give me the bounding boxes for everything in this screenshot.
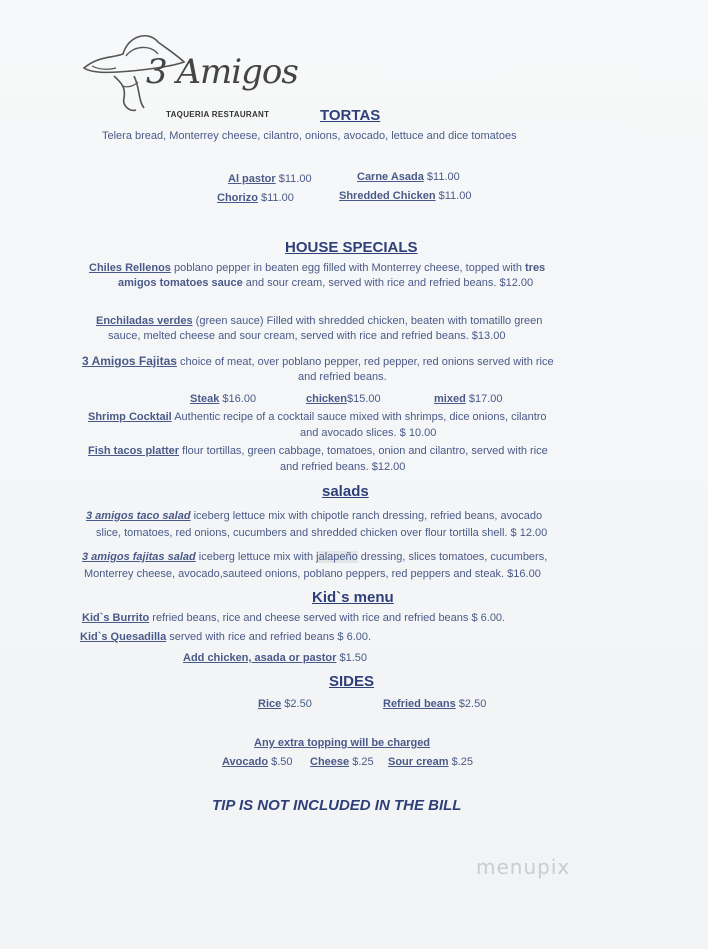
fajitas-line2 [298, 371, 387, 383]
item-name: Fish tacos platter [88, 445, 180, 457]
menu-item-chorizo [217, 192, 294, 204]
item-desc: sauce, melted cheese and sour cream, served with rice and refried beans. $13.00 [108, 330, 506, 342]
item-desc: iceberg lettuce mix with chipotle ranch dressing, refried beans, avocado [190, 510, 543, 522]
item-desc: iceberg lettuce mix with [195, 551, 317, 563]
option-name: Steak [190, 393, 220, 405]
item-name: Shredded Chicken [339, 190, 436, 202]
extra-sour-cream [388, 756, 473, 768]
logo-name: 3 Amigos [146, 52, 298, 92]
item-desc: poblano pepper in beaten egg filled with Monterrey cheese, topped with [170, 262, 525, 274]
item-desc: flour tortillas, green cabbage, tomatoes, onion and cilantro, served with rice [179, 445, 548, 457]
menu-item-shredded-chicken [339, 190, 471, 202]
extra-avocado [222, 756, 293, 768]
tip-notice: TIP IS NOT INCLUDED IN THE BILL [212, 797, 462, 814]
item-desc: refried beans, rice and cheese served with rice and refried beans $ 6.00. [149, 612, 506, 624]
taco-salad-line1 [86, 510, 542, 522]
kids-burrito [82, 612, 505, 624]
fish-tacos-line1 [88, 445, 548, 457]
item-name: Shrimp Cocktail [88, 411, 172, 423]
item-desc: and refried beans. [298, 371, 387, 383]
item-price: $11.00 [278, 173, 312, 185]
item-name: Al pastor [228, 173, 276, 185]
side-item-rice [258, 698, 312, 710]
item-name: 3 Amigos Fajitas [82, 354, 177, 368]
tortas-title: TORTAS [320, 107, 381, 124]
sides-title: SIDES [329, 673, 375, 690]
fajitas-salad-line1 [82, 551, 547, 563]
option-price: $17.00 [465, 393, 503, 405]
item-price: $2.50 [455, 698, 487, 710]
extra-name: Cheese [310, 756, 350, 768]
item-desc: served with rice and refried beans $ 6.00. [166, 631, 372, 643]
item-name: Rice [258, 698, 282, 710]
kids-menu-title: Kid`s menu [312, 589, 394, 606]
fish-tacos-line2 [280, 461, 405, 473]
menu-item-al-pastor [228, 173, 312, 185]
kids-addon [183, 652, 367, 664]
extra-price: $.50 [268, 756, 293, 768]
addon-price: $1.50 [336, 652, 368, 664]
extra-name: Sour cream [388, 756, 449, 768]
extra-price: $.25 [448, 756, 473, 768]
item-name: Carne Asada [357, 171, 424, 183]
chiles-rellenos-line2 [118, 277, 533, 289]
shrimp-cocktail-line1 [88, 411, 547, 423]
item-price: $11.00 [261, 192, 294, 204]
item-name: Kid`s Quesadilla [80, 631, 167, 643]
item-name: Chorizo [217, 192, 258, 204]
fajitas-option-chicken [306, 393, 381, 405]
fajitas-salad-line2 [84, 568, 541, 580]
item-name: 3 amigos fajitas salad [82, 551, 196, 563]
item-name: 3 amigos taco salad [86, 510, 191, 522]
highlighted-word: jalapeño [316, 551, 358, 563]
item-desc-bold: amigos tomatoes sauce [118, 277, 243, 289]
item-desc: slice, tomatoes, red onions, cucumbers and shredded chicken over flour tortilla shell. $ 12.00 [96, 527, 548, 539]
option-price: $15.00 [346, 393, 381, 405]
salads-title: salads [322, 483, 369, 500]
extra-cheese [310, 756, 374, 768]
extra-name: Avocado [222, 756, 269, 768]
logo-subtitle: TAQUERIA RESTAURANT [166, 110, 270, 119]
addon-name: Add chicken, asada or pastor [183, 652, 337, 664]
fajitas-option-mixed [434, 393, 503, 405]
item-price: $11.00 [426, 171, 460, 183]
shrimp-cocktail-line2 [300, 427, 436, 439]
item-desc: and avocado slices. $ 10.00 [300, 427, 437, 439]
item-price: $11.00 [438, 190, 472, 202]
extra-price: $.25 [349, 756, 374, 768]
kids-quesadilla [80, 631, 371, 643]
item-desc: choice of meat, over poblano pepper, red pepper, red onions served with rice [176, 356, 554, 368]
item-name: Refried beans [383, 698, 456, 710]
item-name: Enchiladas verdes [96, 315, 193, 327]
item-desc: and refried beans. $12.00 [280, 461, 406, 473]
menu-item-carne-asada [357, 171, 460, 183]
item-desc: and sour cream, served with rice and refried beans. $12.00 [242, 277, 534, 289]
item-name: Kid`s Burrito [82, 612, 150, 624]
watermark: menupix [476, 855, 571, 879]
house-specials-title: HOUSE SPECIALS [285, 239, 418, 256]
tortas-description: Telera bread, Monterrey cheese, cilantro, onions, avocado, lettuce and dice tomatoes [102, 130, 517, 142]
item-desc-bold: tres [525, 262, 546, 274]
item-desc: Monterrey cheese, avocado,sauteed onions, poblano peppers, red peppers and steak. $16.00 [84, 568, 541, 580]
item-desc: dressing, slices tomatoes, cucumbers, [357, 551, 548, 563]
option-price: $16.00 [219, 393, 257, 405]
extra-topping-notice: Any extra topping will be charged [254, 737, 431, 749]
option-name: mixed [434, 393, 466, 405]
side-item-refried-beans [383, 698, 486, 710]
taco-salad-line2 [96, 527, 547, 539]
enchiladas-line1 [96, 315, 542, 327]
logo [78, 26, 298, 126]
item-desc: (green sauce) Filled with shredded chicken, beaten with tomatillo green [192, 315, 543, 327]
fajitas-option-steak [190, 393, 256, 405]
option-name: chicken [306, 393, 347, 405]
enchiladas-line2 [108, 330, 505, 342]
chiles-rellenos-line1 [89, 262, 545, 274]
item-name: Chiles Rellenos [89, 262, 171, 274]
item-desc: Authentic recipe of a cocktail sauce mixed with shrimps, dice onions, cilantro [171, 411, 547, 423]
item-price: $2.50 [281, 698, 312, 710]
fajitas-line1 [82, 354, 554, 368]
